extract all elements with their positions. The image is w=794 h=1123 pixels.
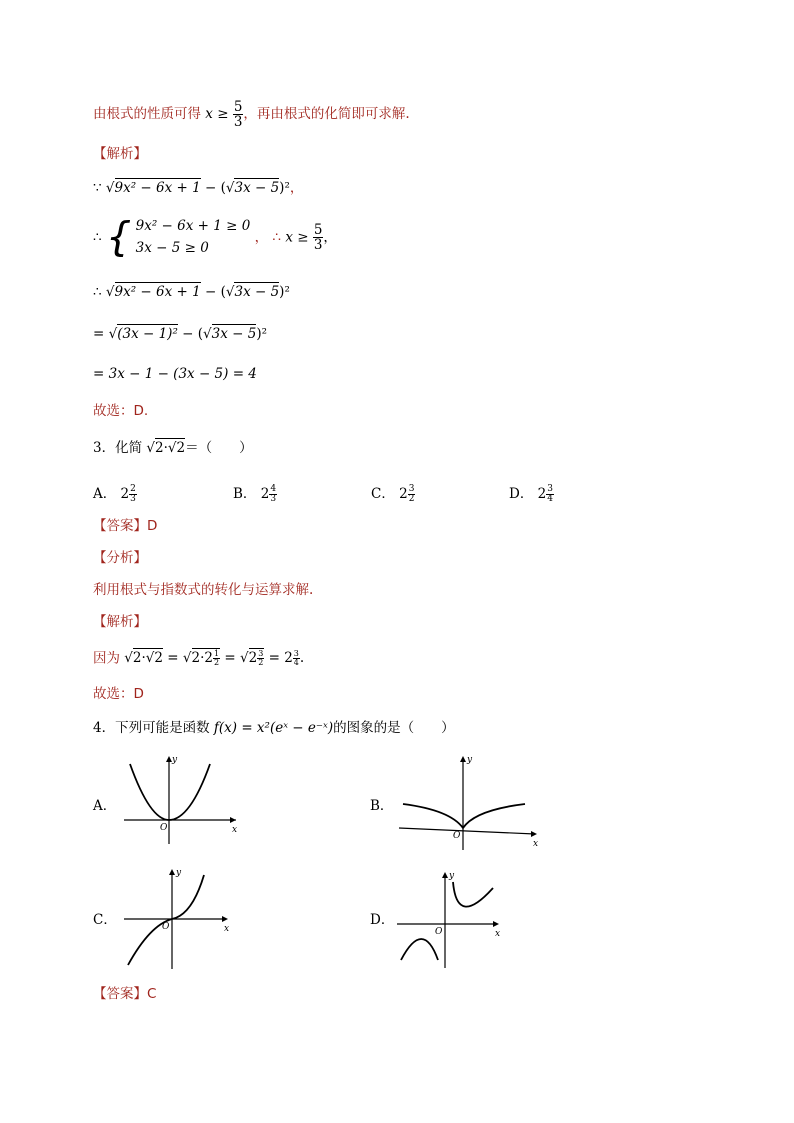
inequality-system: 9x² − 6x + 1 ≥ 0 3x − 5 ≥ 0 — [135, 218, 251, 256]
fraction-5-3: $\frac{5}{3}$ — [233, 99, 243, 131]
y-arrow-icon — [460, 756, 466, 762]
curve-b — [403, 804, 525, 828]
option-c[interactable]: C． 2 $\frac{3}{2}$ — [371, 483, 415, 504]
x-arrow-icon — [230, 817, 236, 823]
x-axis — [399, 828, 535, 834]
y-label: y — [172, 755, 178, 765]
graph-b[interactable] — [395, 752, 545, 852]
origin-label: O — [160, 823, 168, 833]
graph-d[interactable] — [393, 868, 508, 970]
fraction-5-3-b: $\frac{5}{3}$ — [313, 221, 323, 254]
solution-q3: 因为 √2·√2 = √2·2 $\frac{1}{2}$ = √2 $\frac{3}{2}$ = 2 $\frac{3}{4}$ . — [93, 649, 305, 668]
origin-label: O — [435, 927, 443, 937]
analysis-post: ，再由根式的化简即可求解. — [243, 106, 410, 123]
tag-fenxi-q3: 【分析】 — [93, 550, 147, 566]
x-label: x — [224, 924, 230, 934]
step4-line: = 3x − 1 − (3x − 5) = 4 — [93, 366, 257, 382]
graph-option-c-label[interactable]: C． — [93, 912, 117, 928]
curve-d-right — [453, 882, 493, 907]
y-label: y — [176, 868, 182, 878]
question-3-stem: 3．化简 √2·√2＝（ ） — [93, 440, 253, 456]
y-label: y — [467, 755, 473, 765]
because-line: ∵ √9x² − 6x + 1 − (√3x − 5)²， — [93, 180, 304, 196]
graph-option-b-label[interactable]: B． — [370, 798, 394, 814]
x-label: x — [495, 929, 501, 939]
analysis-pre: 由根式的性质可得 — [93, 106, 201, 123]
x-arrow-icon — [222, 916, 228, 922]
x-arrow-icon — [493, 921, 499, 927]
graph-option-a-label[interactable]: A． — [93, 798, 117, 814]
analysis-q3: 利用根式与指数式的转化与运算求解. — [93, 582, 314, 598]
graph-c[interactable] — [120, 865, 240, 970]
stem-root: 2·√2 — [155, 440, 186, 456]
curve-a — [130, 764, 210, 820]
origin-label: O — [453, 831, 461, 841]
tag-jiexi-q2: 【解析】 — [93, 146, 147, 162]
y-arrow-icon — [442, 872, 448, 878]
x-label: x — [232, 825, 238, 835]
y-label: y — [449, 871, 455, 881]
graph-a[interactable] — [120, 752, 250, 847]
y-arrow-icon — [169, 869, 175, 875]
option-a[interactable]: A． 2 $\frac{2}{3}$ — [93, 483, 136, 504]
system-line: ∴ { 9x² − 6x + 1 ≥ 0 3x − 5 ≥ 0 ， ∴ x ≥ $\frac{5}{3}$ ， — [93, 214, 337, 261]
var-x: x — [205, 106, 213, 123]
graph-option-d-label[interactable]: D． — [370, 912, 395, 928]
answer-q3-final: 故选：D — [93, 686, 144, 702]
brace: { — [105, 214, 132, 261]
root-expression: 9x² − 6x + 1 — [114, 180, 201, 196]
curve-c — [128, 875, 204, 965]
answer-q4: 【答案】C — [93, 986, 157, 1002]
analysis-text-q2 — [93, 100, 410, 129]
answer-q3: 【答案】D — [93, 518, 158, 534]
option-d[interactable]: D． 2 $\frac{3}{4}$ — [509, 483, 553, 504]
question-4-stem: 4．下列可能是函数 f(x) = x²(eˣ − e⁻ˣ)的图象的是（ ） — [93, 720, 455, 736]
step3-line: = √(3x − 1)² − (√3x − 5)² — [93, 326, 268, 342]
curve-d-left — [401, 939, 438, 960]
option-b[interactable]: B． 2 $\frac{4}{3}$ — [233, 483, 277, 504]
x-arrow-icon — [531, 831, 537, 837]
tag-jiexi-q3: 【解析】 — [93, 614, 147, 630]
x-label: x — [533, 839, 539, 849]
answer-q2: 故选：D. — [93, 403, 149, 419]
origin-label: O — [162, 922, 170, 932]
therefore-line: ∴ √9x² − 6x + 1 − (√3x − 5)² — [93, 284, 290, 300]
relation-sign: ≥ — [217, 106, 229, 123]
